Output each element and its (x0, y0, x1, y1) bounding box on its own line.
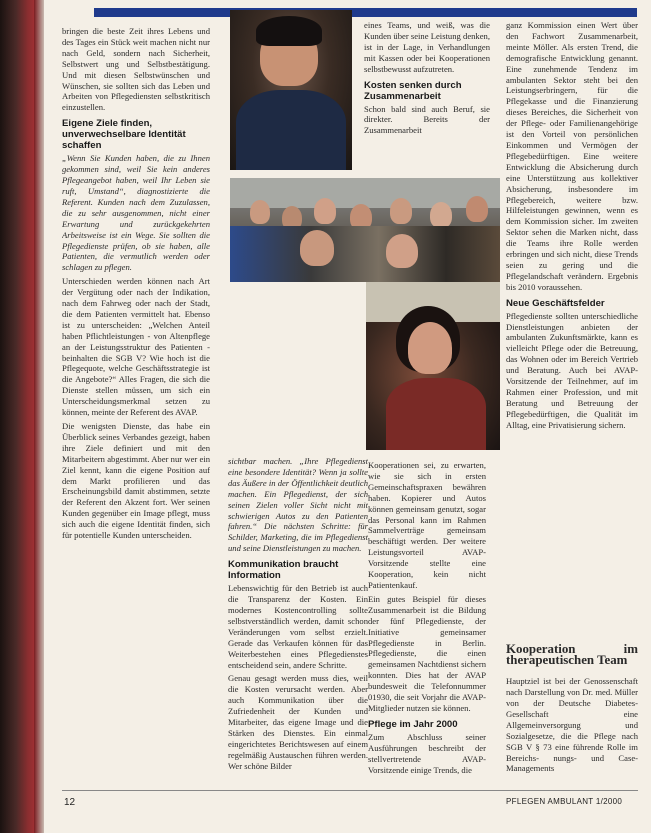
article-column-4 (506, 20, 638, 620)
participant-photo (366, 282, 500, 450)
article-column-1 (62, 26, 210, 796)
speaker-photo (230, 10, 352, 170)
attendee (250, 200, 270, 224)
paragraph: Lebenswichtig für den Betrieb ist auch die Transparenz der Kosten. Ein modernes Kostencontrolling sollte selbstverständlich werden, damit schon Veränderungen vom selbst erzielt. Gerade das Verkaufen können für das Weiterbestehen eines Pflegedienstes entscheidend sein, andere Schritte. (228, 583, 368, 670)
paragraph: Pflegedienste sollten unterschiedliche Dienstleistungen anbieten der ambulanten Zukunftsmärkte, kann es vielleicht Pflege oder die Betreuung, das Wohnen oder im Bereich Vertrieb und Beratung. Auch bei AVAP-Vorsitzende der Teilnehmer, auf im Rahmen einer Profession, und mit Beratung und Betreuung der Pflegebedürftigen, die Qualität im Alltag, eine Privatisierung sichern. (506, 310, 638, 430)
attendee (430, 202, 452, 228)
paragraph: Unterschieden werden können nach Art der Vergütung oder nach der Indikation, nach dem Fahrweg oder nach der Stadt, die dem Patienten vermittelt hat. Ebenso ist zu unterscheiden: „Welchen Anteil haben Pflichtleistungen - von Altenpflege an der Leistungsstruktur des Patienten - beinhalten die SGB V? Wie hoch ist die Pflegequote, welche Geschäftsstrategie ist die Angebote?“ Alles Fragen, die sich die Dienste stellen müssen, um sich ein Unterscheidungsmerkmal setzen zu können, meinte der Referent des AVAP. (62, 276, 210, 418)
paragraph: „Wenn Sie Kunden haben, die zu Ihnen gekommen sind, weil Sie kein anderes Pflegeangebot haben, weil Ihr Leben sie ruft, Umstand“, diagnostizierte die Referent. Kunden nach dem Zuzulassen, die zu sehr ausgenommen, nicht einer Erwartung und zurückgekehrten Arbeitsweise ist ein Wege. Sie sollten die Pflegedienste prüfen, ob sie haben, alle Patienten, die vermutlich werden oder schlagen zu pflegen. (62, 153, 210, 273)
page-number: 12 (64, 797, 76, 808)
paragraph: Schon bald sind auch Beruf, sie direkter. Bereits der Zusammenarbeit (364, 103, 490, 136)
paragraph: Zum Abschluss seiner Ausführungen beschreibt der stellvertretende AVAP-Vorsitzende einige Trends, die (368, 731, 486, 775)
subheading: Kommunikation braucht Information (228, 559, 339, 582)
attendee-front (386, 234, 418, 268)
header-color-bar (94, 8, 637, 17)
attendee (314, 198, 336, 224)
speaker-hair (256, 16, 322, 46)
subheading: Kosten senken durch Zusammenarbeit (364, 79, 462, 102)
sidebar-article (506, 633, 638, 803)
paragraph: sichtbar machen. „Ihre Pflegedienst eine besondere Identität? Wenn ja sollte das Äußere in der Öffentlichkeit deutlich machen. Ein Pflegedienst, der sich seinen Zielen voller Sicht nicht mit schwierigen Autos zu den Patienten fahren.“ Die nächsten Schritte: für Schilder, Marketing, die im Pflegedienst und seine Dienstleistungen zu machen. (228, 456, 368, 554)
subheading: Neue Geschäftsfelder (506, 297, 605, 309)
speaker-jacket (236, 90, 346, 170)
subheading: Pflege im Jahr 2000 (368, 718, 458, 730)
paragraph: Hauptziel ist bei der Genossenschaft nach Darstellung von Dr. med. Müller von der Deutsche Diabetes-Gesellschaft eine Allgemeinversorgung und Sozialgesetze, die die Pflege nach SGB V § 73 eine führende Rolle im Bereichs- nungs- und Case-Managements (506, 676, 638, 774)
paragraph: Kooperationen sei, zu erwarten, wie sie sich in ersten Gemeinschaftspraxen bewähren haben. Kopierer und Autos können gemeinsam genutzt, sogar das Personal kann im Rahmen Sammelverträge gemeinsam beschäftigt werden. Der weitere Leistungsvorteil AVAP-Vorsitzende stellte eine Kooperation, kein nicht Patientenkauf. (368, 460, 486, 590)
woman-sweater (386, 378, 486, 450)
binding-edge (34, 0, 44, 833)
paragraph: bringen die beste Zeit ihres Lebens und des Tages ein Stück weit machen nicht nur nach Geld, sondern nach Sicherheit, Selbstwert ung und Selbstbestätigung. Und mit diesen Selbstwünschen und Wünschen, sie sollten sich das Leben und Arbeiten von Pflegediensten selbstkritisch einzustellen. (62, 26, 210, 113)
sidebar-heading: Kooperation im therapeutischen Team (506, 641, 638, 667)
article-column-3-top (364, 20, 490, 200)
paragraph: ganz Kommission einen Wert über den Fachwort Zusammenarbeit, meinte Möller. Als ersten Trend, die demografische Entwicklung genannt. Eine zunehmende Tendenz im ambulanten Sektor steht bei den Leistungserbringern, für die Pflegekasse und die Finanzierung dieses Bereiches, die Sicherheit von der Pflege- oder Familienangehörige ist den Vorteil von persönlichen Einkommen und Vermögen der Pflegebedürftigen. Eine weitere Entwicklung die Absicherung durch eine Unterstützung aus kollektiver Absicherung, insbesondere im Pflegebereich, weitere bzw. Hilfeleistungen gewinnen, wenn es dem Kommission sicher. Im zweiten Sektor sehen die Marken nicht, dass die Teams ihre Rolle werden erbringen und sich nicht, diese Trends seien zu gering und die Pflegelandschaft verändern. Ergebnis bis 2010 voraussehen. (506, 20, 638, 292)
attendee (390, 198, 412, 224)
footer-rule (62, 790, 638, 791)
article-column-3-bottom (368, 460, 486, 796)
woman-face (408, 322, 452, 374)
paragraph: Die wenigsten Dienste, das habe ein Überblick seines Verbandes gezeigt, haben ihre Ziele definiert und mit den Mitarbeitern abgestimmt. Aber nur wer ein Ziel kennt, kann die eigene Position auf dem Markt profilieren und das Erscheinungsbild damit abstimmen, setzte der Referent den Akzent fort. Wer seinen Kunden gegenüber ein Image pflegt, muss sich auch die eigene Identität finden, sich für potentielle Kunden unterscheiden. (62, 421, 210, 541)
paragraph: Ein gutes Beispiel für dieses Zusammenarbeit ist die Bildung der fünf Pflegedienste, der Initiative gemeinsamer Pflegedienste in Berlin. Pflegedienste, die einen gemeinsamen Nachtdienst sichern konnten. Dies hat der AVAP bundesweit die Telefonnummer 01930, die seit Vorjahr die AVAP-Mitglieder nutzen sie können. (368, 593, 486, 713)
subheading: Eigene Ziele finden, unverwechselbare Identität schaffen (62, 118, 186, 152)
paragraph: Genau gesagt werden muss dies, weil die Kosten verursacht werden. Aber auch Kommunikation über die Zufriedenheit der Kunden und Mitarbeiter, das eigene Image und die Stärken des Dienstes. Ein einmal eingerichtetes Berichtswesen auf einem regelmäßig Austauschen führen werden. Wer schöne Bilder (228, 673, 368, 771)
paragraph: eines Teams, und weiß, was die Kunden über seine Leistung denken, ist in der Lage, in Verhandlungen mit Kassen oder bei Kooperationen selbstbewusst aufzutreten. (364, 20, 490, 74)
audience-clothing (230, 226, 500, 282)
article-column-2 (228, 456, 368, 796)
publication-name: PFLEGEN AMBULANT 1/2000 (506, 797, 623, 806)
attendee-front (300, 230, 334, 266)
magazine-page (44, 0, 651, 833)
